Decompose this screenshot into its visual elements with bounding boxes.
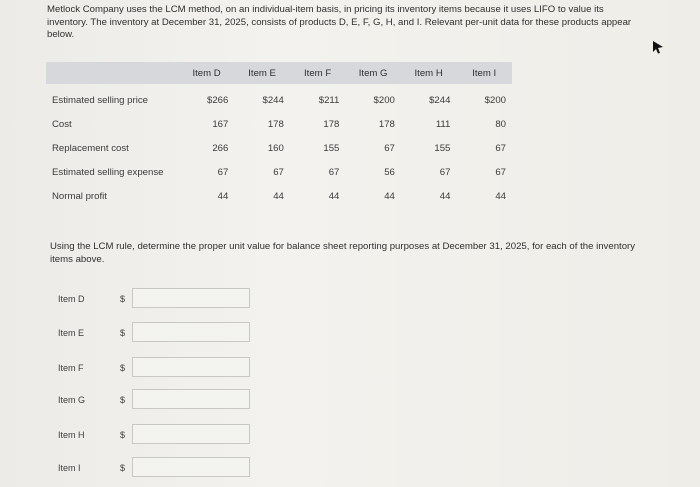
table-cell: 111	[435, 118, 451, 130]
table-row	[46, 160, 512, 184]
mouse-cursor-icon	[652, 40, 664, 54]
answer-label: Item H	[58, 430, 85, 440]
header-item-f: Item F	[290, 62, 346, 84]
table-cell: 178	[323, 118, 340, 130]
table-cell: $266	[207, 94, 229, 106]
table-cell: 80	[495, 118, 506, 130]
table-cell: 44	[328, 190, 340, 202]
table-cell: 155	[434, 142, 451, 154]
answer-label: Item E	[58, 328, 85, 338]
table-cell: 44	[384, 190, 395, 202]
table-cell: 266	[212, 142, 229, 154]
row-label: Replacement cost	[52, 142, 129, 154]
answer-label: Item I	[58, 463, 81, 473]
table-row	[46, 112, 512, 136]
table-row	[46, 184, 512, 208]
answer-row-item-g	[58, 389, 298, 413]
answer-label: Item G	[58, 395, 86, 405]
table-cell: 44	[273, 190, 284, 202]
table-row	[46, 136, 512, 160]
answer-row-item-d	[58, 288, 298, 312]
table-cell: 67	[217, 166, 229, 178]
table-cell: $211	[318, 94, 340, 106]
table-cell: $200	[373, 94, 395, 106]
row-label: Estimated selling expense	[52, 166, 164, 178]
answer-row-item-i	[58, 457, 298, 481]
row-label: Normal profit	[52, 190, 107, 202]
header-item-e: Item E	[234, 62, 290, 84]
table-cell: 160	[267, 142, 284, 154]
answer-row-item-f	[58, 357, 298, 381]
answer-label: Item F	[58, 363, 84, 373]
currency-symbol: $	[120, 363, 126, 373]
currency-symbol: $	[120, 463, 126, 473]
table-header-row	[46, 62, 512, 84]
table-cell: 44	[217, 190, 229, 202]
item-d-value-input[interactable]	[132, 288, 250, 308]
answer-row-item-h	[58, 424, 298, 448]
table-cell: 167	[212, 118, 229, 130]
item-f-value-input[interactable]	[132, 357, 250, 377]
header-blank-cell	[46, 62, 179, 84]
table-cell: 155	[323, 142, 340, 154]
intro-paragraph: Metlock Company uses the LCM method, on an individual-item basis, in pricing its inventory items because it uses LIFO to value its inventory. The inventory at December 31, 2025, consists of products D, E, F, G, H, and I. Relevant per-unit data for these products appear below.	[47, 4, 632, 40]
table-cell: 56	[384, 166, 395, 178]
table-cell: $244	[429, 94, 451, 106]
table-row	[46, 84, 512, 112]
table-cell: 67	[439, 166, 451, 178]
table-cell: $200	[484, 94, 506, 106]
table-cell: 67	[328, 166, 340, 178]
currency-symbol: $	[120, 294, 126, 304]
table-cell: 178	[378, 118, 395, 130]
table-cell: 44	[495, 190, 506, 202]
item-i-value-input[interactable]	[132, 457, 250, 477]
row-label: Estimated selling price	[52, 94, 148, 106]
table-cell: 67	[273, 166, 284, 178]
header-item-i: Item I	[456, 62, 512, 84]
header-item-d: Item D	[179, 62, 235, 84]
table-cell: 44	[439, 190, 451, 202]
table-cell: 178	[267, 118, 284, 130]
item-e-value-input[interactable]	[132, 322, 250, 342]
currency-symbol: $	[120, 395, 126, 405]
row-label: Cost	[52, 118, 72, 130]
table-cell: 67	[384, 142, 395, 154]
question-paragraph: Using the LCM rule, determine the proper unit value for balance sheet reporting purposes at December 31, 2025, for each of the inventory items above.	[50, 241, 636, 265]
currency-symbol: $	[120, 430, 126, 440]
item-h-value-input[interactable]	[132, 424, 250, 444]
answer-row-item-e	[58, 322, 298, 346]
header-item-h: Item H	[401, 62, 457, 84]
inventory-data-table	[46, 62, 512, 208]
currency-symbol: $	[120, 328, 126, 338]
table-cell: $244	[262, 94, 284, 106]
answer-label: Item D	[58, 294, 85, 304]
table-cell: 67	[495, 142, 506, 154]
header-item-g: Item G	[345, 62, 401, 84]
table-cell: 67	[495, 166, 506, 178]
item-g-value-input[interactable]	[132, 389, 250, 409]
